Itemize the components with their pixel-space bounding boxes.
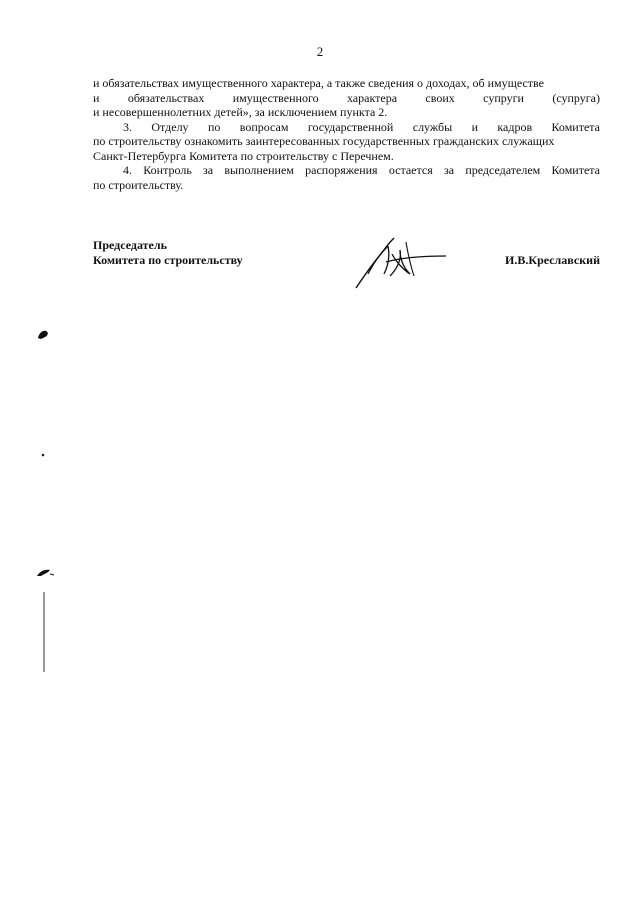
document-body (93, 76, 600, 192)
text-line: по строительству ознакомить заинтересованных государственных гражданских служащих (93, 134, 555, 148)
scan-speck (40, 452, 46, 458)
scan-edge-mark (36, 566, 56, 676)
scan-speck (36, 328, 52, 342)
signatory-title-line1: Председатель (93, 238, 167, 252)
signatory-title-line2: Комитета по строительству (93, 253, 243, 267)
text-line: и несовершеннолетних детей», за исключением пункта 2. (93, 105, 388, 119)
text-line: 3. Отделу по вопросам государственной службы и кадров Комитета (123, 119, 600, 134)
signatory-name: И.В.Креславский (505, 253, 600, 267)
handwritten-signature (350, 232, 450, 292)
paragraph-item-4 (93, 163, 600, 192)
signatory-title (93, 238, 243, 268)
paragraph-continuation (93, 76, 600, 120)
text-line: 4. Контроль за выполнением распоряжения остается за председателем Комитета (123, 163, 600, 177)
text-line: и обязательствах имущественного характера своих супруги (супруга) (93, 90, 600, 105)
paragraph-item-3 (93, 120, 600, 164)
text-line: Санкт-Петербурга Комитета по строительству с Перечнем. (93, 148, 394, 163)
text-line: и обязательствах имущественного характера, а также сведения о доходах, об имуществе (93, 76, 544, 90)
text-line: по строительству. (93, 177, 184, 192)
page-number: 2 (316, 44, 324, 59)
